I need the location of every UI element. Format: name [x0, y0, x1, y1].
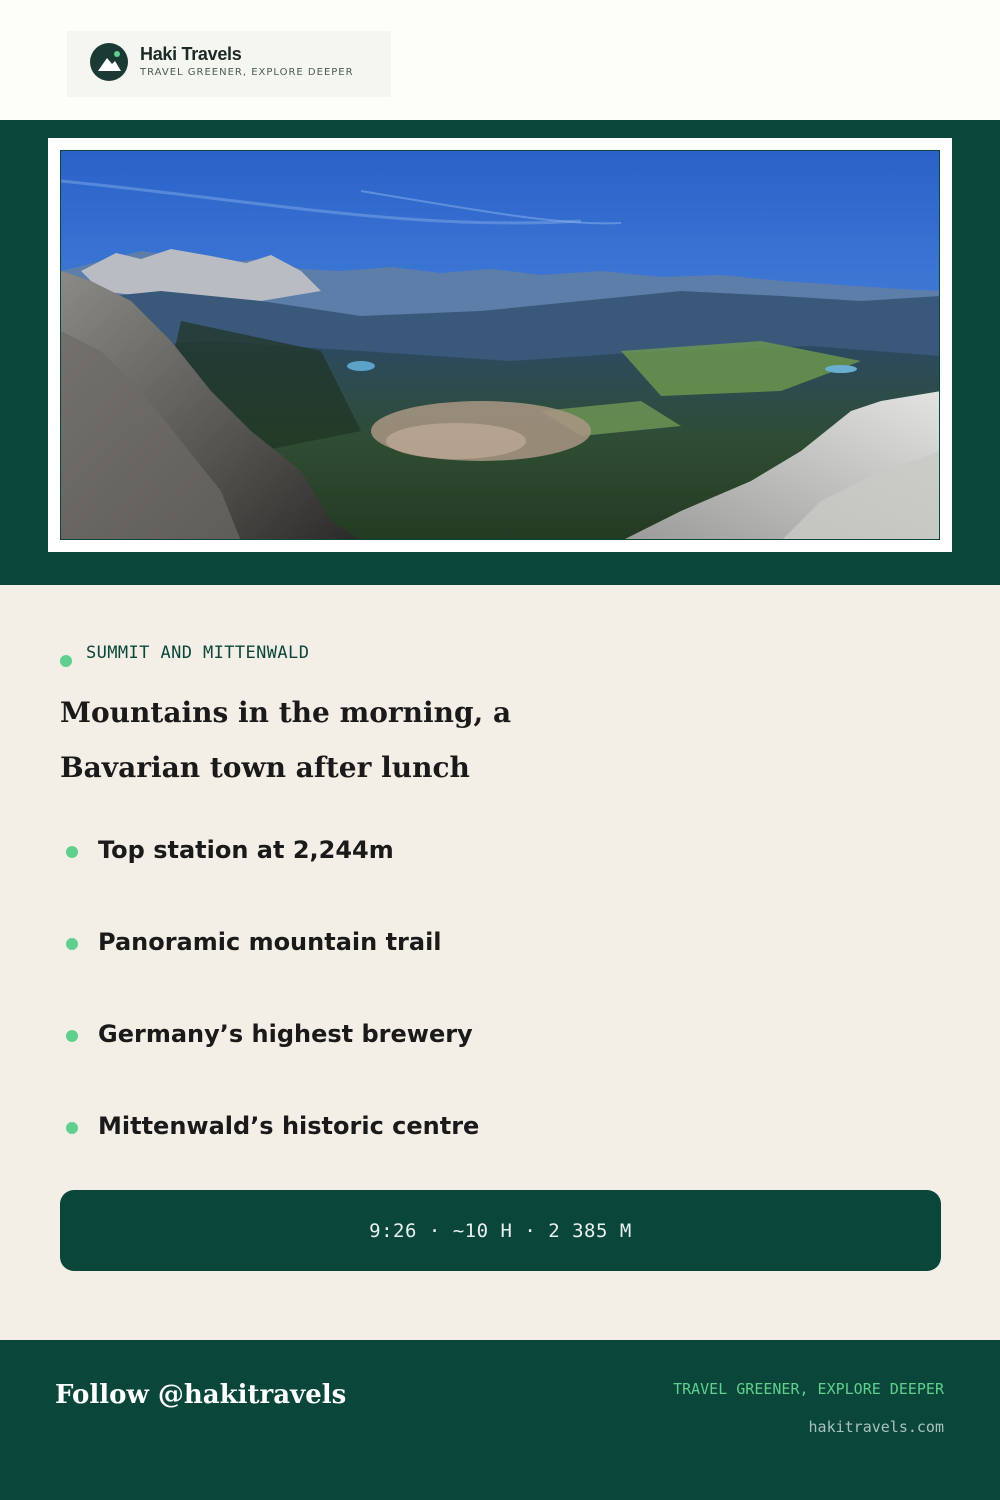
mountain-sun-icon: [90, 43, 128, 81]
website-link[interactable]: hakitravels.com: [808, 1418, 944, 1436]
hero-frame: [48, 138, 952, 552]
footer-tagline: TRAVEL GREENER, EXPLORE DEEPER: [673, 1380, 944, 1398]
list-item: [0, 1108, 1000, 1148]
content-section: [0, 585, 1000, 1340]
section-headline: Mountains in the morning, a Bavarian town after lunch: [60, 696, 512, 784]
brand-logo[interactable]: [67, 31, 391, 97]
list-item: [0, 1016, 1000, 1056]
list-item: [0, 832, 1000, 872]
header: [0, 0, 1000, 120]
highlight-label: Mittenwald’s historic centre: [98, 1112, 480, 1140]
brand-tagline: TRAVEL GREENER, EXPLORE DEEPER: [140, 67, 354, 78]
eyebrow-bullet: [60, 655, 72, 667]
stats-text: 9:26 · ~10 H · 2 385 M: [369, 1219, 632, 1242]
alpine-panorama-photo: [60, 150, 940, 540]
hero-section: [0, 120, 1000, 585]
highlight-label: Top station at 2,244m: [98, 836, 394, 864]
footer: [0, 1340, 1000, 1500]
section-eyebrow: SUMMIT AND MITTENWALD: [86, 643, 310, 663]
bullet-dot: [66, 846, 78, 858]
follow-link[interactable]: Follow @hakitravels: [55, 1380, 347, 1410]
stats-pill: [60, 1190, 941, 1271]
bullet-dot: [66, 1122, 78, 1134]
bullet-dot: [66, 1030, 78, 1042]
bullet-dot: [66, 938, 78, 950]
highlight-label: Panoramic mountain trail: [98, 928, 442, 956]
brand-name: Haki Travels: [140, 44, 242, 64]
highlight-label: Germany’s highest brewery: [98, 1020, 473, 1048]
list-item: [0, 924, 1000, 964]
